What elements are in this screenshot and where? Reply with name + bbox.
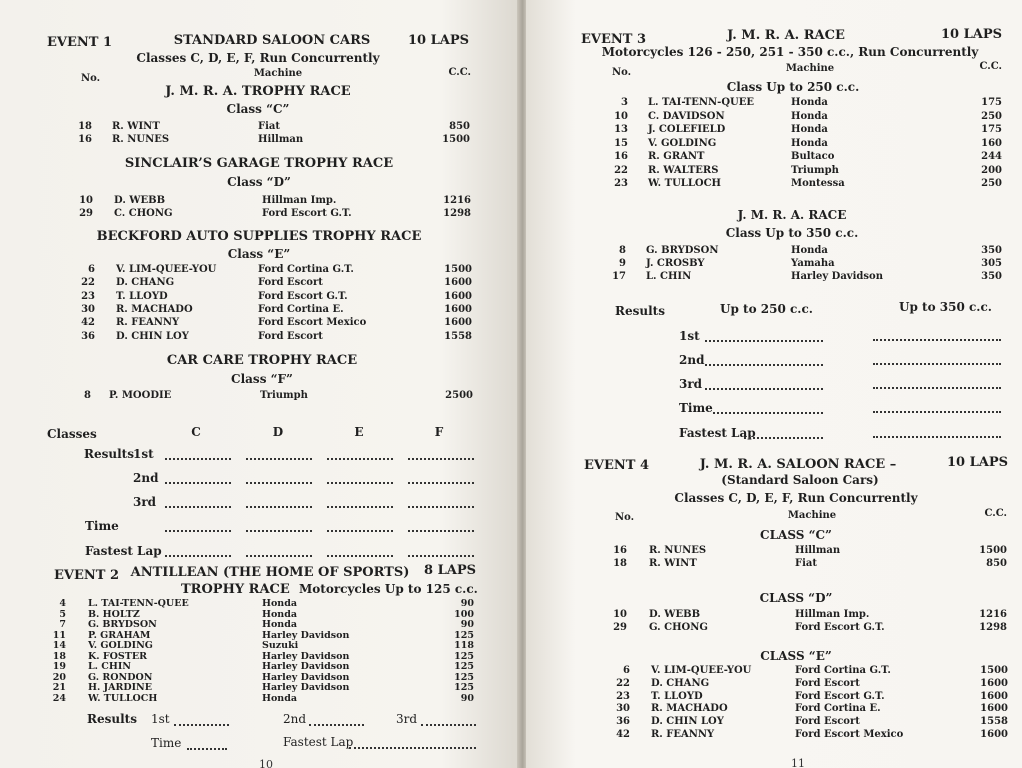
dotted-line	[165, 555, 231, 557]
entry-no: 16	[614, 151, 628, 162]
entry-no: 36	[81, 330, 95, 342]
results-row-2nd: 2nd	[133, 471, 159, 485]
dotted-line	[327, 530, 393, 532]
dotted-line	[705, 388, 823, 390]
entry-name: D. CHANG	[116, 277, 175, 289]
dotted-line	[713, 412, 823, 414]
entry-cc: 1600	[980, 729, 1008, 740]
dotted-line	[327, 482, 393, 484]
entry-no: 30	[616, 703, 630, 715]
entry-no: 13	[614, 124, 628, 135]
event4-title: J. M. R. A. SALOON RACE –	[699, 457, 897, 472]
dotted-line	[873, 339, 1001, 341]
dotted-line	[873, 436, 1001, 438]
entry-name: D. CHIN LOY	[651, 716, 724, 728]
event1-title: STANDARD SALOON CARS	[173, 33, 371, 48]
entry-cc: 125	[454, 650, 474, 662]
entry-cc: 200	[981, 164, 1002, 176]
entry-name: R. WINT	[649, 558, 697, 569]
results-col-f: F	[434, 425, 444, 439]
entry-cc: 244	[981, 151, 1002, 162]
entry-cc: 1500	[979, 545, 1007, 556]
dotted-line	[165, 530, 231, 532]
dotted-line	[174, 724, 229, 726]
entry-machine: Ford Escort Mexico	[258, 317, 367, 329]
results-label: Results	[84, 447, 134, 461]
entry-cc: 90	[460, 619, 474, 630]
entry-name: B. HOLTZ	[88, 608, 140, 620]
entry-machine: Ford Escort G.T.	[258, 290, 348, 302]
entry-name: R. NUNES	[649, 545, 707, 556]
dotted-line	[327, 458, 393, 460]
results-up250: Up to 250 c.c.	[720, 302, 813, 316]
entry-machine: Ford Escort Mexico	[795, 729, 904, 740]
event3-laps: 10 LAPS	[940, 27, 1002, 42]
entry-machine: Ford Escort	[795, 716, 860, 728]
results-col-c: C	[191, 425, 201, 439]
entry-cc: 850	[449, 121, 470, 132]
entry-machine: Harley Davidson	[262, 661, 350, 672]
entry-name: D. CHANG	[651, 677, 710, 689]
entry-no: 22	[616, 677, 630, 689]
classes-label: Classes	[47, 427, 97, 441]
dotted-line	[873, 363, 1001, 365]
fastest-lap-label: Fastest Lap	[85, 544, 162, 558]
dotted-line	[408, 555, 474, 557]
dotted-line	[165, 482, 231, 484]
entry-name: G. CHONG	[649, 622, 708, 633]
entry-name: R. MACHADO	[116, 303, 193, 315]
dotted-line	[246, 506, 312, 508]
entry-cc: 1600	[444, 303, 472, 315]
event3-sub: Motorcycles 126 - 250, 251 - 350 c.c., Run Concurrently	[601, 45, 979, 59]
entry-cc: 125	[454, 671, 474, 683]
event1-label: EVENT 1	[47, 35, 113, 50]
entry-machine: Honda	[791, 110, 828, 122]
entry-name: H. JARDINE	[88, 682, 152, 693]
entry-name: R. NUNES	[112, 134, 170, 145]
entry-no: 23	[614, 178, 628, 189]
entry-cc: 250	[981, 110, 1002, 122]
results-col-d: D	[272, 425, 284, 439]
page-number: 11	[791, 757, 805, 768]
entry-no: 42	[81, 317, 95, 329]
entry-no: 10	[613, 609, 627, 620]
event2-label: EVENT 2	[54, 568, 120, 583]
entry-cc: 1600	[980, 677, 1008, 689]
entry-name: T. LLOYD	[651, 690, 703, 702]
dotted-line	[705, 340, 823, 342]
entry-cc: 160	[981, 137, 1002, 149]
race-title: J. M. R. A. RACE	[737, 208, 847, 222]
entry-machine: Honda	[791, 245, 828, 256]
entry-no: 8	[84, 390, 91, 401]
entry-no: 11	[52, 629, 66, 641]
entry-cc: 125	[454, 629, 474, 641]
entry-no: 5	[59, 608, 66, 620]
entry-cc: 1500	[442, 134, 470, 145]
dotted-line	[165, 506, 231, 508]
entry-machine: Ford Cortina E.	[258, 303, 344, 315]
entry-name: R. GRANT	[648, 151, 705, 162]
results-row-label: 3rd	[679, 377, 703, 391]
entry-no: 22	[614, 164, 628, 176]
entry-name: R. FEANNY	[116, 317, 180, 329]
entry-name: G. BRYDSON	[88, 619, 157, 630]
entry-cc: 1558	[444, 330, 472, 342]
entry-name: C. CHONG	[114, 208, 173, 219]
entry-machine: Bultaco	[791, 151, 835, 162]
entry-cc: 850	[986, 558, 1007, 569]
event2-time: Time	[151, 736, 182, 750]
entry-machine: Ford Escort	[258, 330, 323, 342]
results-up350: Up to 350 c.c.	[899, 300, 992, 314]
entry-machine: Harley Davidson	[791, 271, 883, 282]
race-class: Class “E”	[227, 247, 291, 261]
event3-title: J. M. R. A. RACE	[727, 28, 845, 43]
entry-no: 9	[619, 258, 626, 269]
dotted-line	[705, 364, 823, 366]
entry-name: D. WEBB	[114, 195, 166, 206]
entry-cc: 1558	[980, 716, 1008, 728]
entry-machine: Ford Escort	[795, 677, 860, 689]
entry-no: 17	[612, 271, 626, 282]
entry-no: 20	[52, 671, 66, 683]
entry-cc: 118	[454, 640, 474, 651]
entry-no: 18	[613, 558, 627, 569]
event4-classes: Classes C, D, E, F, Run Concurrently	[674, 491, 918, 505]
event2-title: ANTILLEAN (THE HOME OF SPORTS)	[130, 565, 410, 580]
class-heading: CLASS “D”	[759, 591, 833, 605]
dotted-line	[165, 458, 231, 460]
entry-cc: 1600	[444, 290, 472, 302]
entry-no: 3	[621, 97, 628, 108]
entry-machine: Fiat	[258, 121, 280, 132]
dotted-line	[744, 437, 823, 439]
dotted-line	[327, 506, 393, 508]
entry-machine: Montessa	[791, 178, 845, 189]
entry-no: 19	[52, 661, 66, 672]
col-machine-header: Machine	[785, 63, 835, 74]
entry-name: P. GRAHAM	[88, 629, 151, 641]
event3-label: EVENT 3	[581, 32, 647, 47]
entry-no: 16	[78, 134, 92, 145]
dotted-line	[309, 724, 364, 726]
class-heading: CLASS “C”	[760, 528, 832, 542]
entry-cc: 175	[981, 97, 1002, 108]
dotted-line	[349, 747, 476, 749]
event2-3rd: 3rd	[396, 712, 418, 726]
entry-machine: Honda	[791, 97, 828, 108]
dotted-line	[246, 458, 312, 460]
col-no-header: No.	[615, 512, 635, 523]
entry-name: R. WALTERS	[648, 164, 719, 176]
entry-machine: Ford Cortina G.T.	[258, 264, 354, 275]
entry-name: T. LLOYD	[116, 290, 168, 302]
entry-machine: Hillman Imp.	[262, 195, 337, 206]
entry-no: 22	[81, 277, 95, 289]
dotted-line	[421, 724, 476, 726]
col-machine-header: Machine	[253, 68, 303, 79]
entry-name: R. FEANNY	[651, 729, 715, 740]
entry-cc: 1600	[980, 703, 1008, 715]
col-cc-header: C.C.	[448, 67, 471, 78]
race-title: BECKFORD AUTO SUPPLIES TROPHY RACE	[96, 229, 422, 244]
entry-name: K. FOSTER	[88, 650, 147, 662]
col-cc-header: C.C.	[979, 61, 1002, 72]
entry-no: 29	[613, 622, 627, 633]
entry-name: R. WINT	[112, 121, 160, 132]
entry-machine: Honda	[262, 608, 298, 620]
event1-classes: Classes C, D, E, F, Run Concurrently	[136, 51, 380, 65]
col-no-header: No.	[81, 73, 101, 84]
entry-cc: 90	[460, 598, 474, 609]
results-col-e: E	[354, 425, 364, 439]
entry-name: V. GOLDING	[88, 640, 153, 651]
entry-machine: Hillman	[258, 134, 304, 145]
entry-machine: Fiat	[795, 558, 817, 569]
entry-machine: Yamaha	[791, 258, 835, 269]
results-row-1st: 1st	[133, 447, 154, 461]
entry-cc: 1298	[443, 208, 471, 219]
event2-laps: 8 LAPS	[424, 563, 476, 578]
entry-machine: Honda	[791, 124, 828, 135]
entry-cc: 1298	[979, 622, 1007, 633]
entry-no: 23	[616, 690, 630, 702]
entry-name: G. BRYDSON	[646, 245, 719, 256]
entry-machine: Triumph	[791, 164, 839, 176]
entry-cc: 90	[460, 692, 474, 704]
entry-no: 18	[52, 650, 66, 662]
entry-name: D. CHIN LOY	[116, 330, 189, 342]
event4-sub: (Standard Saloon Cars)	[721, 473, 879, 487]
race-class: Class “C”	[226, 102, 290, 116]
entry-cc: 125	[454, 682, 474, 693]
dotted-line	[408, 530, 474, 532]
event2-2nd: 2nd	[283, 712, 307, 726]
entry-no: 42	[616, 729, 630, 740]
time-label: Time	[85, 519, 119, 533]
event4-laps: 10 LAPS	[946, 455, 1008, 470]
entry-machine: Hillman	[795, 545, 841, 556]
entry-cc: 125	[454, 661, 474, 672]
entry-name: L. TAI-TENN-QUEE	[88, 598, 189, 609]
entry-name: G. RONDON	[88, 671, 153, 683]
entry-cc: 350	[981, 245, 1002, 256]
event4-label: EVENT 4	[584, 458, 650, 473]
entry-name: C. DAVIDSON	[648, 110, 725, 122]
entry-no: 4	[59, 598, 66, 609]
entry-machine: Harley Davidson	[262, 682, 350, 693]
dotted-line	[246, 530, 312, 532]
results-row-label: Time	[679, 401, 713, 415]
entry-cc: 1500	[444, 264, 472, 275]
dotted-line	[327, 555, 393, 557]
event2-1st: 1st	[151, 712, 170, 726]
entry-machine: Harley Davidson	[262, 671, 350, 683]
entry-name: D. WEBB	[649, 609, 701, 620]
results-row-label: 1st	[679, 329, 700, 343]
entry-machine: Ford Escort G.T.	[795, 690, 885, 702]
race-title: CAR CARE TROPHY RACE	[166, 353, 358, 368]
results-row-3rd: 3rd	[133, 495, 157, 509]
entry-no: 36	[616, 716, 630, 728]
entry-no: 6	[88, 264, 95, 275]
race-title: J. M. R. A. TROPHY RACE	[165, 84, 351, 99]
entry-machine: Honda	[262, 598, 298, 609]
entry-no: 10	[79, 195, 93, 206]
entry-cc: 1216	[979, 609, 1007, 620]
dotted-line	[187, 748, 227, 750]
entry-name: V. LIM-QUEE-YOU	[116, 264, 217, 275]
col-machine-header: Machine	[787, 510, 837, 521]
results-label: Results	[615, 304, 665, 318]
entry-no: 8	[619, 245, 626, 256]
entry-no: 6	[623, 665, 630, 676]
entry-machine: Suzuki	[262, 640, 299, 651]
entry-name: V. GOLDING	[648, 137, 717, 149]
entry-no: 29	[79, 208, 93, 219]
entry-no: 10	[614, 110, 628, 122]
right-page	[526, 0, 1022, 768]
entry-machine: Ford Escort G.T.	[795, 622, 885, 633]
dotted-line	[873, 387, 1001, 389]
dotted-line	[408, 458, 474, 460]
col-no-header: No.	[612, 67, 632, 78]
event2-results-label: Results	[87, 712, 137, 726]
entry-machine: Honda	[791, 137, 828, 149]
page-number: 10	[259, 758, 273, 768]
entry-cc: 305	[981, 258, 1002, 269]
class-heading: CLASS “E”	[760, 649, 832, 663]
entry-machine: Ford Cortina E.	[795, 703, 881, 715]
class-heading: Class Up to 250 c.c.	[726, 80, 860, 94]
entry-cc: 350	[981, 271, 1002, 282]
entry-machine: Honda	[262, 619, 298, 630]
entry-name: L. CHIN	[646, 271, 692, 282]
entry-name: R. MACHADO	[651, 703, 728, 715]
entry-no: 18	[78, 121, 92, 132]
entry-machine: Honda	[262, 692, 298, 704]
entry-no: 30	[81, 303, 95, 315]
race-title: SINCLAIR’S GARAGE TROPHY RACE	[124, 156, 394, 171]
event1-laps: 10 LAPS	[407, 33, 469, 48]
entry-no: 23	[81, 290, 95, 302]
event2-sub: Motorcycles Up to 125 c.c.	[299, 582, 478, 596]
col-cc-header: C.C.	[984, 508, 1007, 519]
results-row-label: Fastest Lap	[679, 426, 756, 440]
entry-name: P. MOODIE	[109, 390, 172, 401]
dotted-line	[408, 482, 474, 484]
dotted-line	[246, 555, 312, 557]
entry-machine: Hillman Imp.	[795, 609, 870, 620]
entry-name: J. CROSBY	[646, 258, 705, 269]
entry-no: 14	[52, 640, 66, 651]
entry-cc: 250	[981, 178, 1002, 189]
entry-no: 15	[614, 137, 628, 149]
entry-name: L. CHIN	[88, 661, 131, 672]
race-class: Class “F”	[231, 372, 293, 386]
entry-name: J. COLEFIELD	[648, 124, 726, 135]
dotted-line	[246, 482, 312, 484]
entry-cc: 2500	[445, 390, 473, 401]
entry-no: 16	[613, 545, 627, 556]
entry-cc: 175	[981, 124, 1002, 135]
results-row-label: 2nd	[679, 353, 705, 367]
entry-name: V. LIM-QUEE-YOU	[651, 665, 752, 676]
event2-fastest: Fastest Lap	[283, 735, 354, 749]
entry-cc: 1216	[443, 195, 471, 206]
entry-no: 24	[52, 692, 66, 704]
race-class: Class “D”	[227, 175, 291, 189]
entry-machine: Ford Escort	[258, 277, 323, 289]
entry-name: W. TULLOCH	[88, 692, 158, 704]
entry-machine: Ford Escort G.T.	[262, 208, 352, 219]
entry-cc: 1500	[980, 665, 1008, 676]
entry-machine: Ford Cortina G.T.	[795, 665, 891, 676]
dotted-line	[873, 411, 1001, 413]
entry-machine: Triumph	[260, 390, 308, 401]
class-heading: Class Up to 350 c.c.	[725, 226, 859, 240]
entry-no: 7	[59, 619, 66, 630]
entry-cc: 1600	[980, 690, 1008, 702]
entry-name: L. TAI-TENN-QUEE	[648, 97, 754, 108]
entry-no: 21	[52, 682, 66, 693]
entry-machine: Harley Davidson	[262, 629, 350, 641]
entry-machine: Harley Davidson	[262, 650, 350, 662]
entry-cc: 1600	[444, 277, 472, 289]
event2-trophy: TROPHY RACE	[181, 582, 290, 597]
entry-name: W. TULLOCH	[648, 178, 721, 189]
entry-cc: 100	[454, 608, 474, 620]
entry-cc: 1600	[444, 317, 472, 329]
dotted-line	[408, 506, 474, 508]
